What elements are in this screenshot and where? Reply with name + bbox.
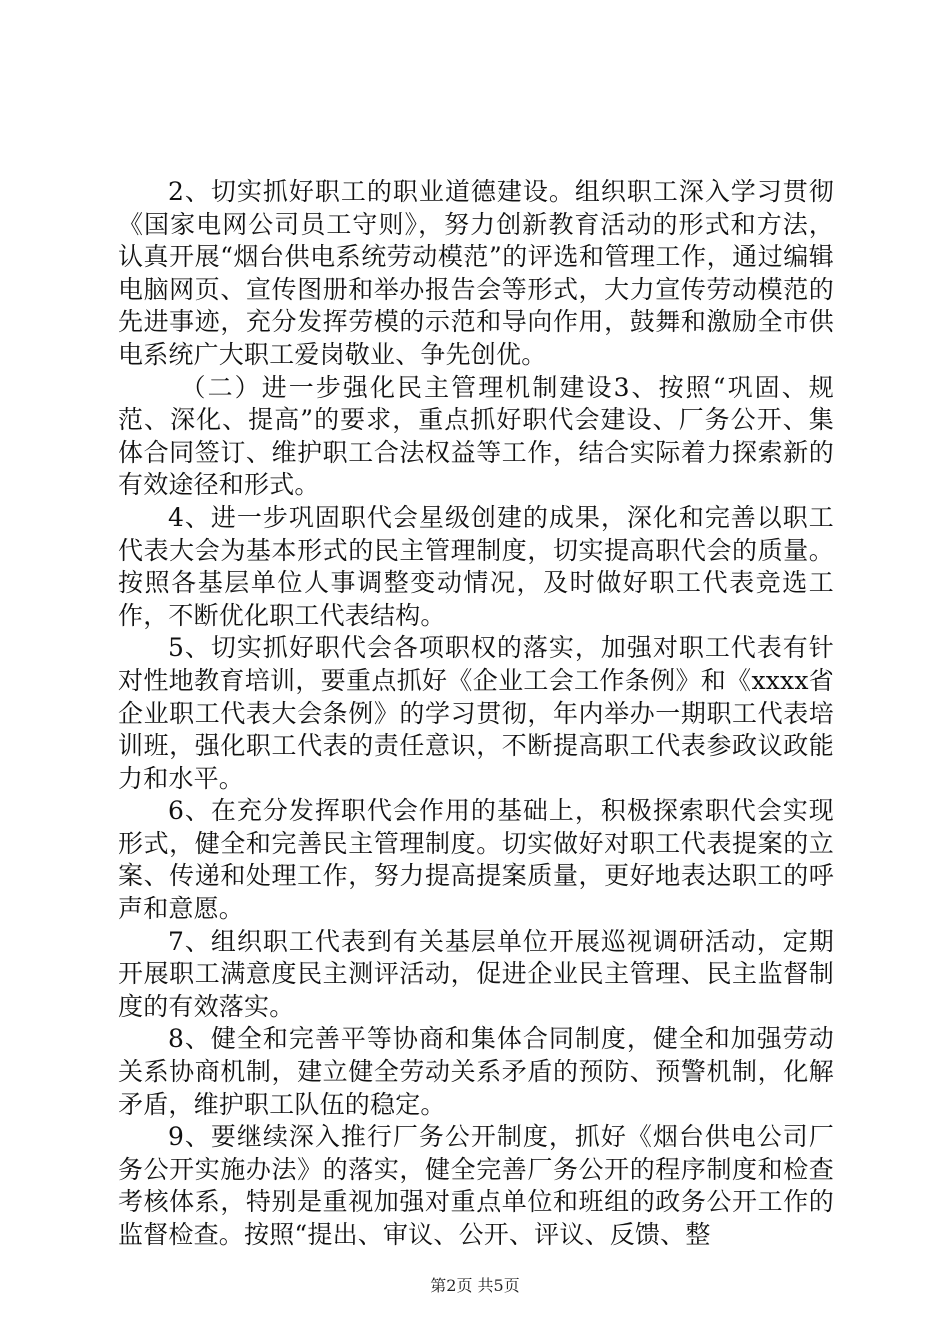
document-body — [118, 176, 834, 1252]
paragraph-7-inspection: 7、组织职工代表到有关基层单位开展巡视调研活动，定期开展职工满意度民主测评活动，促进企业民主管理、民主监督制度的有效落实。 — [118, 926, 834, 1021]
page-footer: 第2页 共5页 — [430, 1276, 520, 1295]
paragraph-4-congress-rating: 4、进一步巩固职代会星级创建的成果，深化和完善以职工代表大会为基本形式的民主管理制度，切实提高职代会的质量。按照各基层单位人事调整变动情况，及时做好职工代表竞选工作，不断优化职工代表结构。 — [118, 502, 834, 630]
paragraph-8-collective-contract: 8、健全和完善平等协商和集体合同制度，健全和加强劳动关系协商机制，建立健全劳动关系矛盾的预防、预警机制，化解矛盾，维护职工队伍的稳定。 — [118, 1024, 834, 1119]
paragraph-9-factory-affairs: 9、要继续深入推行厂务公开制度，抓好《烟台供电公司厂务公开实施办法》的落实，健全完善厂务公开的程序制度和检查考核体系，特别是重视加强对重点单位和班组的政务公开工作的监督检查。按照“提出、审议、公开、评议、反馈、整 — [118, 1122, 834, 1249]
paragraph-section-2-democratic-management: （二）进一步强化民主管理机制建设3、按照“巩固、规范、深化、提高”的要求，重点抓好职代会建设、厂务公开、集体合同签订、维护职工合法权益等工作，结合实际着力探索新的有效途径和形式。 — [118, 372, 834, 500]
paragraph-2-ethics: 2、切实抓好职工的职业道德建设。组织职工深入学习贯彻《国家电网公司员工守则》，努力创新教育活动的形式和方法，认真开展“烟台供电系统劳动模范”的评选和管理工作，通过编辑电脑网页、宣传图册和举办报告会等形式，大力宣传劳动模范的先进事迹，充分发挥劳模的示范和导向作用，鼓舞和激励全市供电系统广大职工爱岗敬业、争先创优。 — [118, 177, 834, 369]
paragraph-6-congress-role: 6、在充分发挥职代会作用的基础上，积极探索职代会实现形式，健全和完善民主管理制度。切实做好对职工代表提案的立案、传递和处理工作，努力提高提案质量，更好地表达职工的呼声和意愿。 — [118, 796, 834, 924]
paragraph-5-congress-powers: 5、切实抓好职代会各项职权的落实，加强对职工代表有针对性地教育培训，要重点抓好《企业工会工作条例》和《xxxx省企业职工代表大会条例》的学习贯彻，年内举办一期职工代表培训班，强化职工代表的责任意识，不断提高职工代表参政议政能力和水平。 — [118, 633, 834, 793]
